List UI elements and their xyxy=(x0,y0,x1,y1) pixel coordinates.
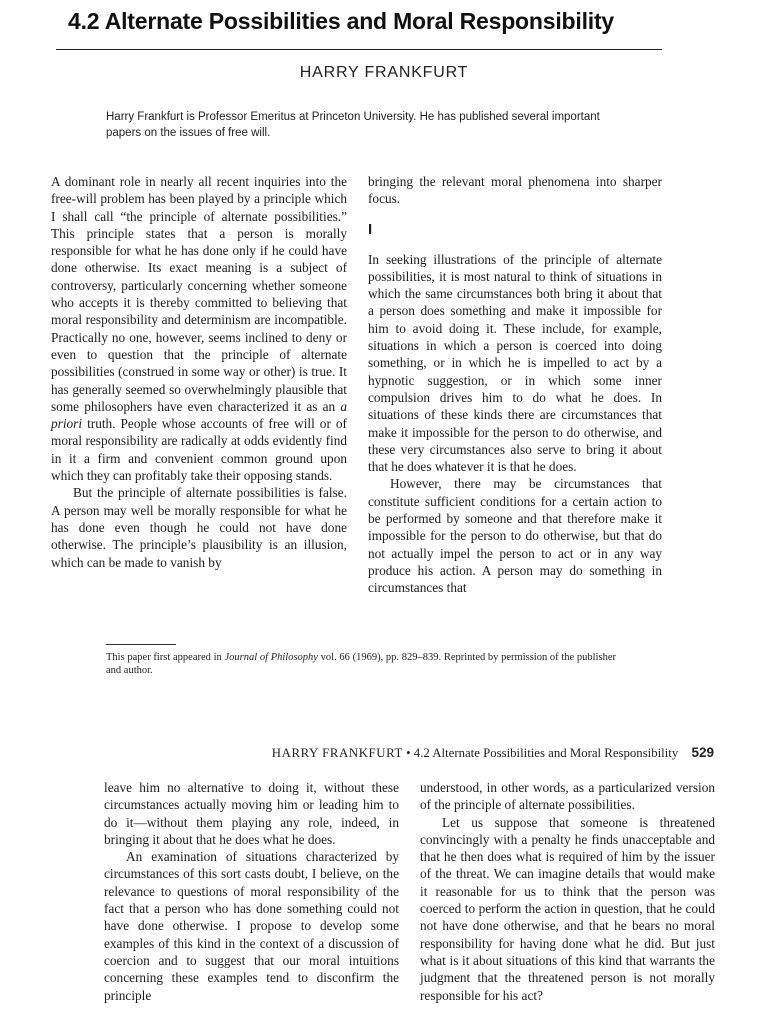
paragraph: leave him no alternative to doing it, without these circumstances actually moving him or leading him to do it—without them playing any role, indeed, in bringing it about that he does what he does. xyxy=(104,780,399,847)
paragraph: A dominant role in nearly all recent inquiries into the free-will problem has been played by a principle which I shall call “the principle of alternate possibilities.” This principle states that a person is morally responsible for what he has done only if he could have done otherwise. Its exact meaning is a subject of controversy, particularly concerning whether someone who accepts it is thereby committed to believing that moral responsibility and determinism are incompatible. Practically no one, however, seems inclined to deny or even to question that the principle of alternate possibilities (construed in some way or other) is true. It has generally seemed so overwhelmingly plausible that some philosophers have even characterized it as an a priori truth. People whose accounts of free will or of moral responsibility are radically at odds evidently find in it a firm and convenient common ground upon which they can profitably take their opposing stands. xyxy=(51,174,347,484)
paragraph: bringing the relevant moral phenomena into sharper focus. xyxy=(368,174,662,207)
paragraph: But the principle of alternate possibilities is false. A person may well be morally responsible for what he has done even though he could not have done otherwise. The principle’s plausibility is an illusion, which can be made to vanish by xyxy=(51,485,347,570)
footnote: This paper first appeared in Journal of Philosophy vol. 66 (1969), pp. 829–839. Reprinted by permission of the publisher and author. xyxy=(106,652,616,676)
running-head-author: HARRY FRANKFURT xyxy=(271,746,403,760)
paragraph: However, there may be circumstances that constitute sufficient conditions for a certain action to be performed by someone and that therefore make it impossible for the person to do otherwise, but that do not actually impel the person to act or in any way produce his action. A person may do something in circumstances that xyxy=(368,476,662,596)
running-head-title: 4.2 Alternate Possibilities and Moral Responsibility xyxy=(413,746,679,760)
paragraph: Let us suppose that someone is threatened convincingly with a penalty he finds unacceptable and that he then does what is required of him by the issuer of the threat. We can imagine details that would make it reasonable for us to think that the person was coerced to perform the action in question, that he could not have done otherwise, and that he bears no moral responsibility for having done what he did. But just what is it about situations of this kind that warrants the judgment that the threatened person is not morally responsible for his act? xyxy=(420,814,715,1003)
running-head-separator: • xyxy=(406,746,411,760)
section-heading: I xyxy=(368,220,373,238)
article-title: 4.2 Alternate Possibilities and Moral Responsibility xyxy=(68,8,615,34)
italic-term: a priori xyxy=(51,398,347,432)
page-number: 529 xyxy=(691,745,714,760)
article-author: HARRY FRANKFURT xyxy=(299,64,469,81)
page1-column-right xyxy=(368,173,662,597)
paragraph: In seeking illustrations of the principle of alternate possibilities, it is most natural to think of situations in which the same circumstances both bring it about that a person does something and make it impossible for him to avoid doing it. These include, for example, situations in which a person is coerced into doing something, or in which he is impelled to act by a hypnotic suggestion, or in which some inner compulsion drives him to do what he does. In situations of these kinds there are circumstances that make it impossible for the person to do otherwise, and these very circumstances also serve to bring it about that he does whatever it is that he does. xyxy=(368,251,662,475)
footnote-divider xyxy=(106,644,176,645)
journal-name: Journal of Philosophy xyxy=(224,652,318,663)
author-bio: Harry Frankfurt is Professor Emeritus at Princeton University. He has published several important papers on the issues of free will. xyxy=(106,111,600,139)
page1-column-left xyxy=(51,173,347,571)
page2-column-right xyxy=(420,779,715,1004)
title-divider xyxy=(56,49,662,50)
paragraph: understood, in other words, as a particularized version of the principle of alternate possibilities. xyxy=(420,780,715,813)
paragraph: An examination of situations characterized by circumstances of this sort casts doubt, I believe, on the relevance to questions of moral responsibility of the fact that a person who has done something could not have done otherwise. I propose to develop some examples of this kind in the context of a discussion of coercion and to suggest that our moral intuitions concerning these examples tend to disconfirm the principle xyxy=(104,849,399,1003)
page2-column-left xyxy=(104,779,399,1004)
running-head xyxy=(272,745,714,761)
